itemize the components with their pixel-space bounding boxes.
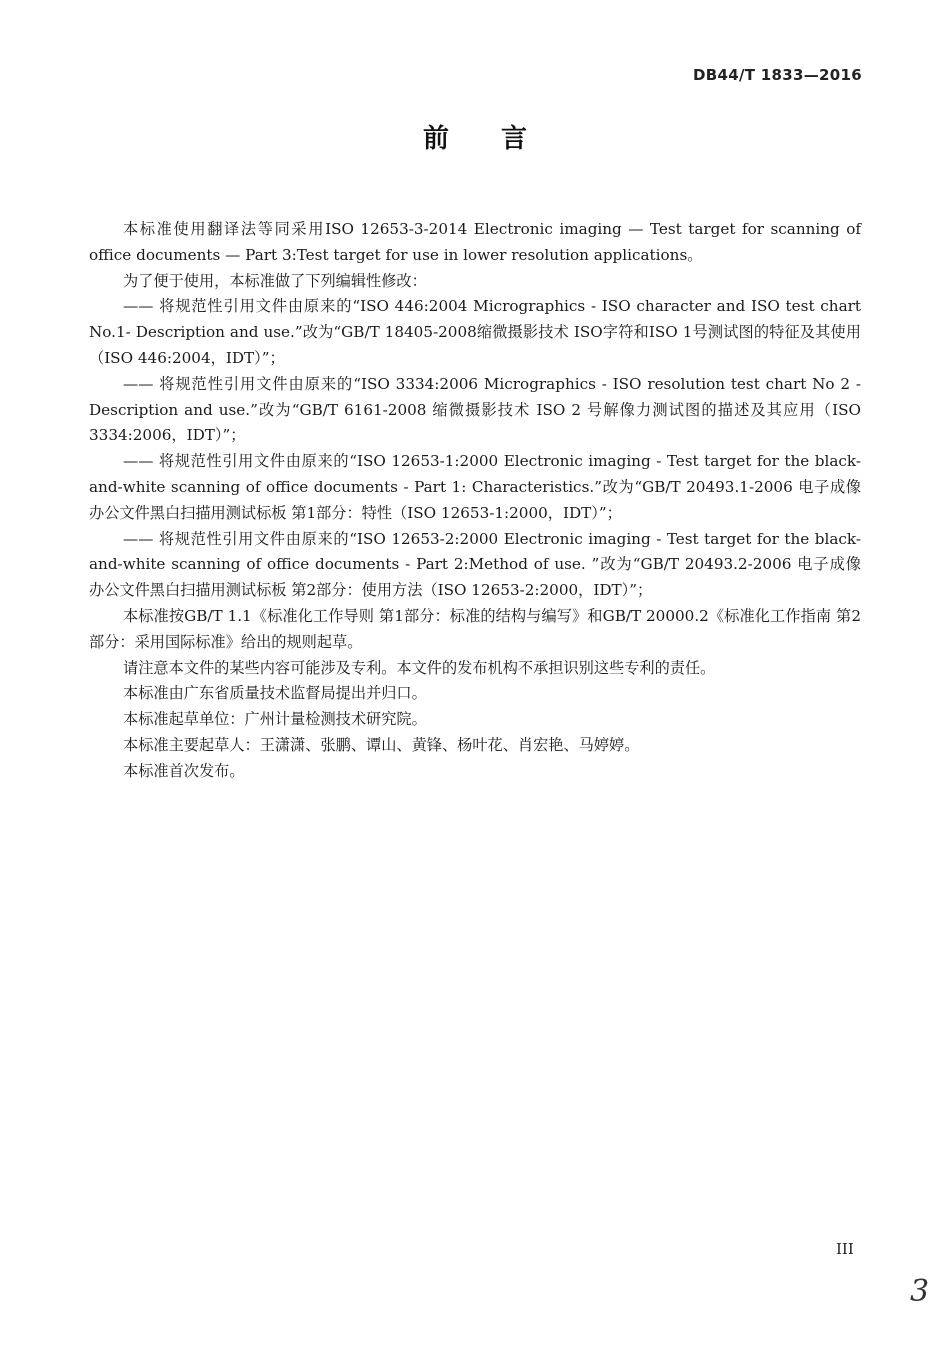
paragraph-drafting-unit: 本标准起草单位：广州计量检测技术研究院。 <box>123 710 427 729</box>
paragraph-edit-iso12653-1: —— 将规范性引用文件由原来的“ISO 12653-1:2000 Electronic imaging - Test target for the black-and-white scanning of office documents - Part 1: Characteristics.”改为“GB/T 20493.1-2006 电子成像 办公文件黑白扫描用测试标板 第1部分：特性（ISO 12653-1:2000，IDT）”； <box>89 452 861 522</box>
paragraph-proposer: 本标准由广东省质量技术监督局提出并归口。 <box>123 684 427 703</box>
paragraph-drafting-rules: 本标准按GB/T 1.1《标准化工作导则 第1部分：标准的结构与编写》和GB/T 20000.2《标准化工作指南 第2部分：采用国际标准》给出的规则起草。 <box>89 606 861 651</box>
document-code: DB44/T 1833—2016 <box>693 66 862 84</box>
paragraph-edit-iso12653-2: —— 将规范性引用文件由原来的“ISO 12653-2:2000 Electronic imaging - Test target for the black-and-white scanning of office documents - Part 2:Method of use. ”改为“GB/T 20493.2-2006 电子成像 办公文件黑白扫描用测试标板 第2部分：使用方法（ISO 12653-2:2000，IDT）”； <box>89 529 861 600</box>
page-number-handwritten: 3 <box>910 1274 930 1309</box>
paragraph-drafters: 本标准主要起草人：王潇潇、张鹏、谭山、黄锋、杨叶花、肖宏艳、马婷婷。 <box>123 735 640 754</box>
paragraph-edit-iso446: —— 将规范性引用文件由原来的“ISO 446:2004 Micrographics - ISO character and ISO test chart No.1- Description and use.”改为“GB/T 18405-2008缩微摄影技术 ISO字符和ISO 1号测试图的特征及其使用（ISO 446:2004，IDT）”； <box>89 297 861 367</box>
paragraph-edits-intro: 为了便于使用，本标准做了下列编辑性修改： <box>123 271 427 290</box>
foreword-body <box>89 217 861 785</box>
paragraph-patent-notice: 请注意本文件的某些内容可能涉及专利。本文件的发布机构不承担识别这些专利的责任。 <box>123 658 716 677</box>
page-number-roman: III <box>836 1240 854 1258</box>
page-title: 前言 <box>422 124 579 154</box>
paragraph-edit-iso3334: —— 将规范性引用文件由原来的“ISO 3334:2006 Micrographics - ISO resolution test chart No 2 - Description and use.”改为“GB/T 6161-2008 缩微摄影技术 ISO 2 号解像力测试图的描述及其应用（ISO 3334:2006，IDT）”； <box>89 374 861 445</box>
paragraph-adoption: 本标准使用翻译法等同采用ISO 12653-3-2014 Electronic imaging — Test target for scanning of office documents — Part 3:Test target for use in lower resolution applications。 <box>89 220 861 264</box>
paragraph-first-release: 本标准首次发布。 <box>123 761 245 780</box>
